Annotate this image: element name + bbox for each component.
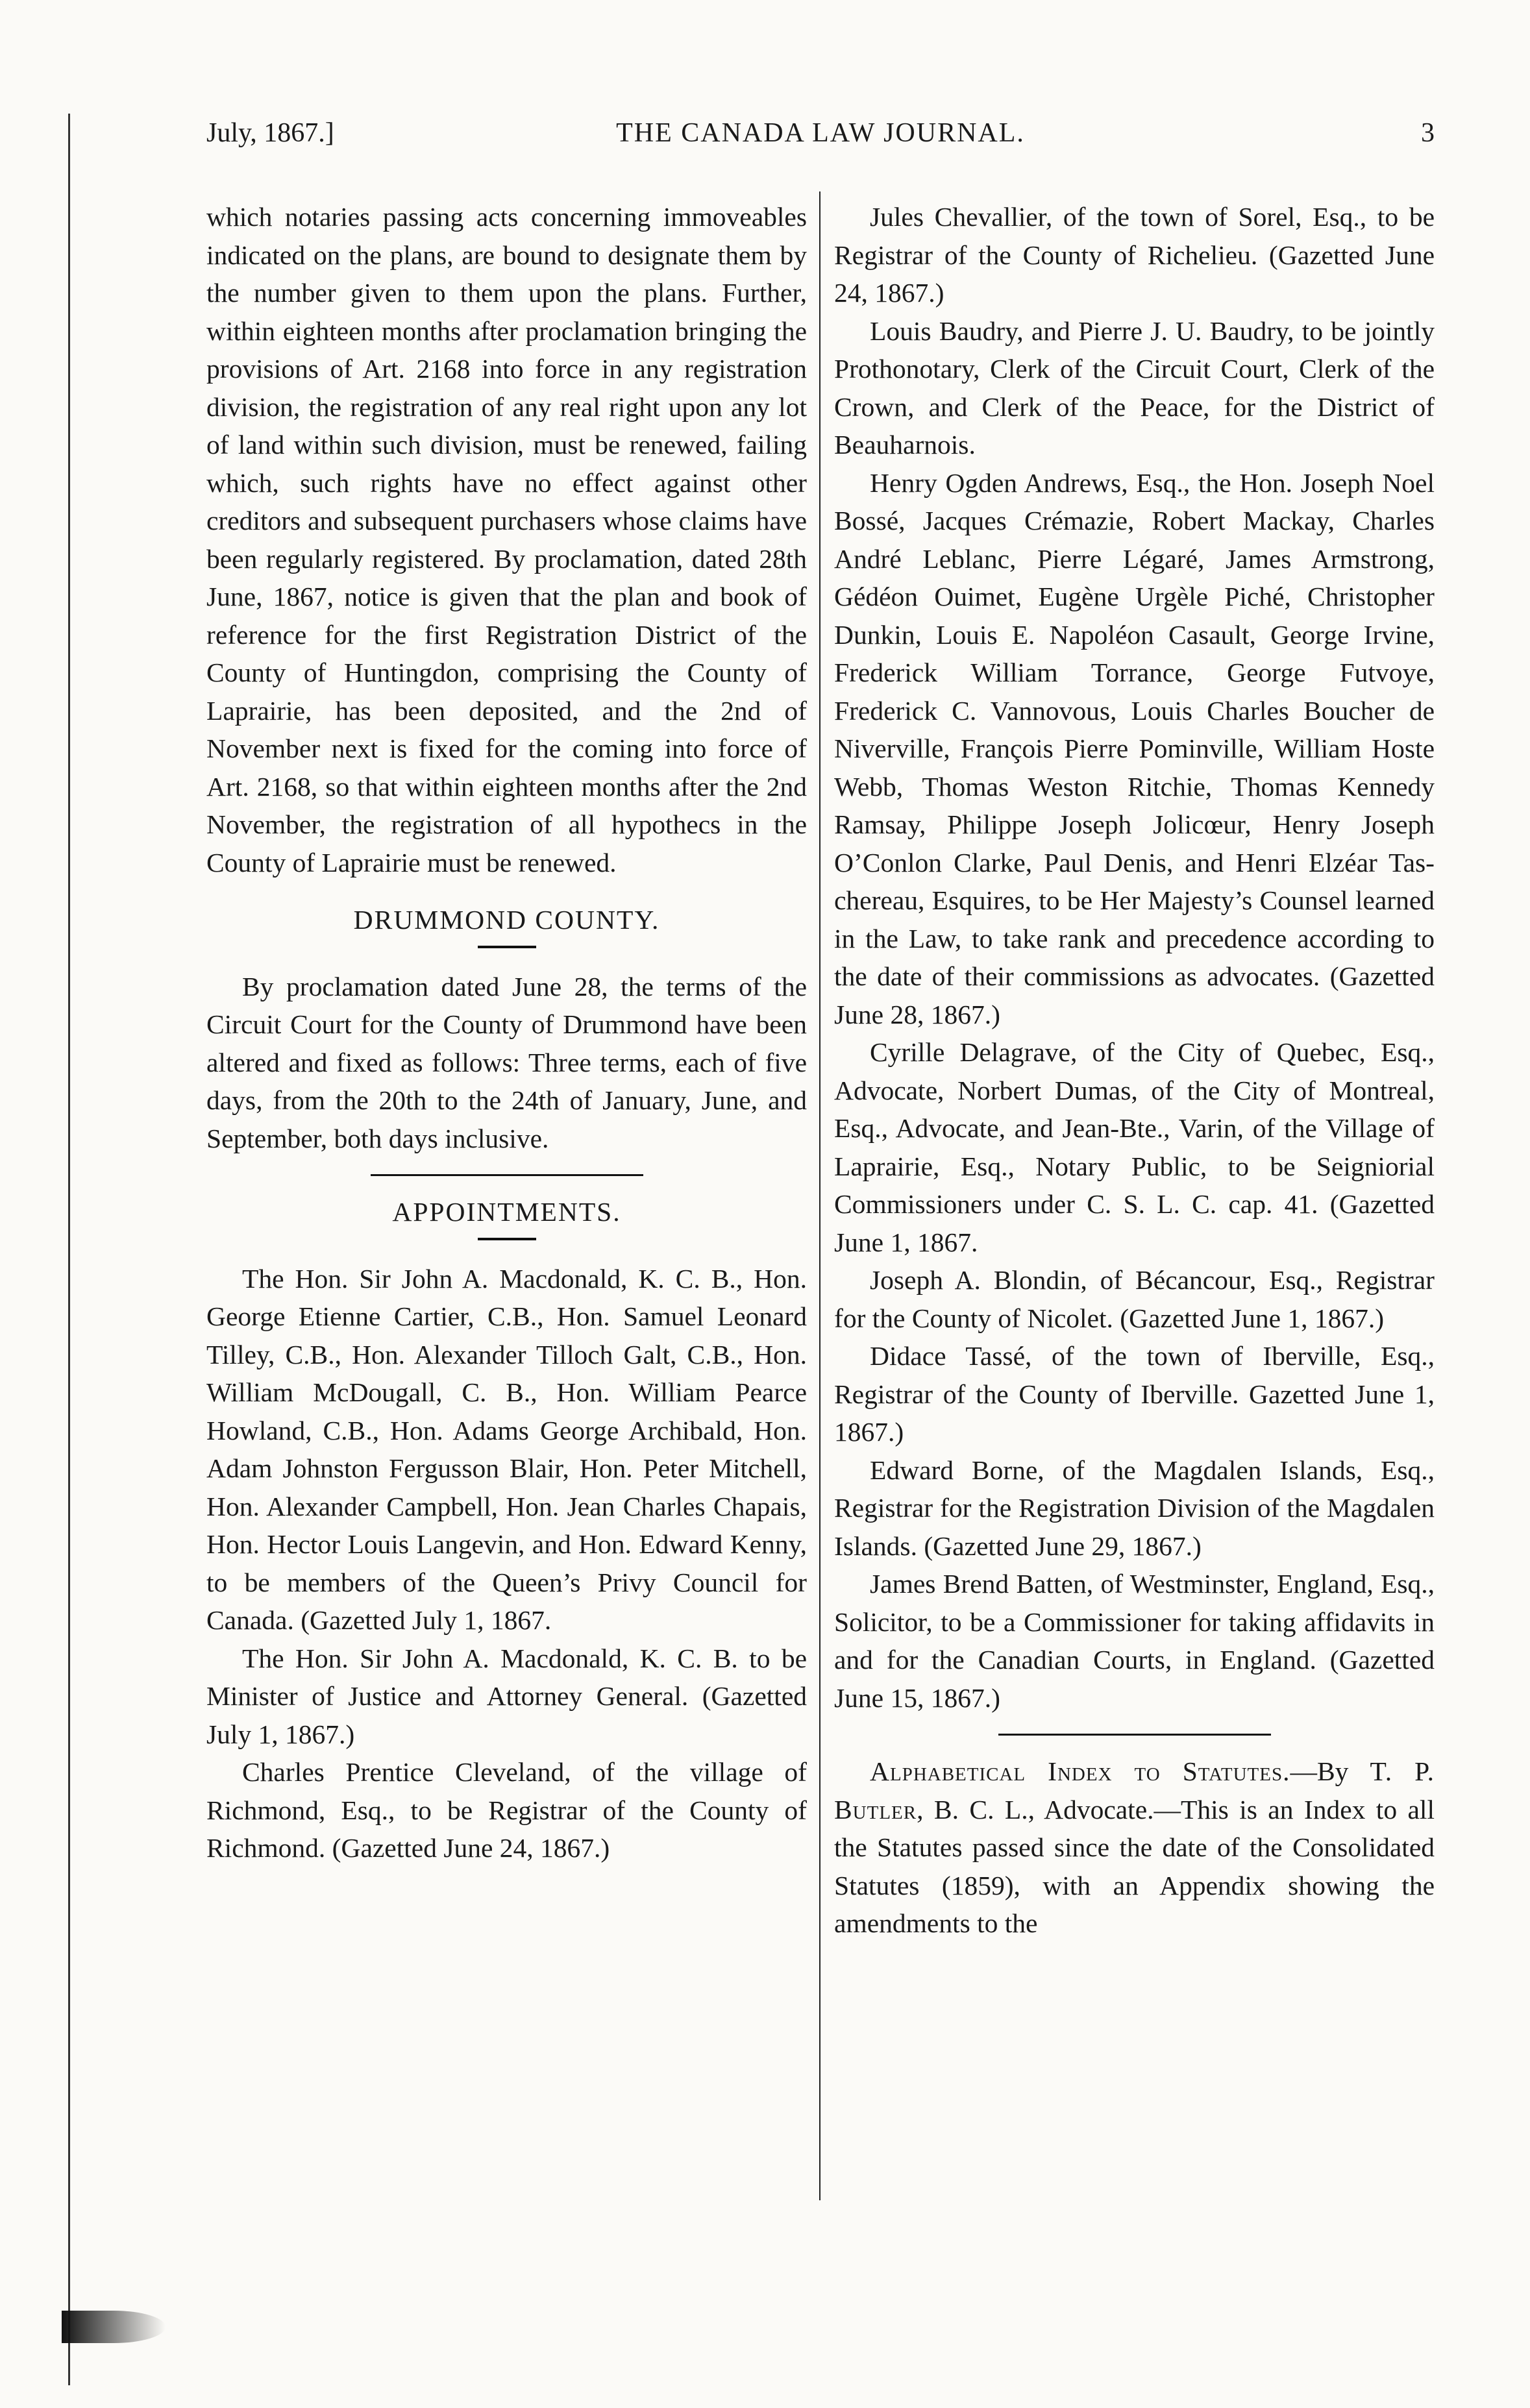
running-head: [206, 114, 1435, 153]
paragraph-minister-justice: The Hon. Sir John A. Macdonald, K. C. B. to be Minister of Justice and Attorney General. (Gazetted July 1, 1867.): [206, 1643, 807, 1749]
paragraph-statutes-index: [834, 1752, 1435, 1943]
paragraph-drummond: By proclamation dated June 28, the terms of the Circuit Court for the County of Drummond have been altered and fixed as follows: Three terms, each of five days, from the 20th to the 24th of January, June, and September, both days inclusive.: [206, 971, 807, 1153]
binding-smudge: [62, 2311, 166, 2343]
index-title: Alphabetical Index to Statutes.: [870, 1756, 1290, 1786]
paragraph-privy-council: The Hon. Sir John A. Macdonald, K. C. B., Hon. George Etienne Cartier, C.B., Hon. Samuel Leonard Tilley, C.B., Hon. Alexander Tilloch Galt, C.B., Hon. William McDougall, C. B., Hon. William Pearce Howland, C.B., Hon. Adams George Archibald, Hon. Adam Johnston Fergusson Blair, Hon. Peter Mitchell, Hon. Alexander Campbell, Hon. Jean Charles Chapais, Hon. Hector Louis Langevin, and Hon. Edward Kenny, to be members of the Queen’s Privy Council for Canada. (Gazetted July 1, 1867.: [206, 1263, 807, 1635]
heading-rule: [478, 946, 536, 948]
right-column: [834, 198, 1435, 1943]
paragraph-baudry: Louis Baudry, and Pierre J. U. Baudry, to be jointly Prothonotary, Clerk of the Circuit Court, Clerk of the Crown, and Clerk of the Peace, for the District of Beauharnois.: [834, 315, 1435, 460]
journal-title: THE CANADA LAW JOURNAL.: [616, 118, 1025, 148]
section-rule: [998, 1734, 1271, 1736]
paragraph-queens-counsel: Henry Ogden Andrews, Esq., the Hon. Joseph Noel Bossé, Jacques Crémazie, Robert Mackay, Charles André Leblanc, Pierre Légaré, James Armstrong, Gédéon Ouimet, Eugène Urgèle Piché, Christopher Dunkin, Louis E. Napoléon Casault, George Irvine, Frederick William Torrance, George Futvoye, Frederick C. Vannovous, Louis Charles Boucher de Niverville, François Pierre Pominville, William Hoste Webb, Thomas Weston Ritchie, Thomas Kennedy Ramsay, Philippe Joseph Jolicœur, Henry Joseph O’Conlon Clarke, Paul Denis, and Henri Elzéar Taschereau, Esquires, to be Her Majesty’s Counsel learned in the Law, to take rank and precedence according to the date of their commissions as advocates. (Gazetted June 28, 1867.): [834, 467, 1435, 1029]
paragraph-delagrave: Cyrille Delagrave, of the City of Quebec, Esq., Advocate, Norbert Dumas, of the City of Montreal, Esq., Advocate, and Jean-Bte., Varin, of the Village of Laprairie, Esq., Notary Public, to be Seigniorial Commissioners under C. S. L. C. cap. 41. (Gazetted June 1, 1867.: [834, 1037, 1435, 1257]
page-number: 3: [1421, 118, 1435, 148]
paragraph-chevallier: Jules Chevallier, of the town of Sorel, Esq., to be Registrar of the County of Richelieu. (Gazetted June 24, 1867.): [834, 202, 1435, 308]
heading-drummond-county: DRUMMOND COUNTY.: [353, 905, 660, 935]
left-column: [206, 198, 807, 1867]
heading-appointments: APPOINTMENTS.: [392, 1197, 621, 1227]
paragraph-blondin: Joseph A. Blondin, of Bécancour, Esq., Registrar for the County of Nicolet. (Gazetted June 1, 1867.): [834, 1265, 1435, 1333]
index-dash: —By: [1290, 1756, 1370, 1786]
paragraph-borne: Edward Borne, of the Magdalen Islands, Esq., Registrar for the Registration Division of the Magdalen Islands. (Gazetted June 29, 1867.): [834, 1455, 1435, 1561]
paragraph-registration: which notaries passing acts concerning immoveables indicated on the plans, are bound to designate them by the number given to them upon the plans. Further, within eighteen months after proclamation bringing the provisions of Art. 2168 into force in any registration division, the registration of any real right upon any lot of land within such division, must be renewed, failing which, such rights have no effect against other creditors and subsequent purchasers whose claims have been regularly registered. By proclamation, dated 28th June, 1867, notice is given that the plan and book of reference for the first Registration District of the County of Huntingdon, comprising the County of Laprairie, has been deposited, and the 2nd of November next is fixed for the coming into force of Art. 2168, so that within eighteen months after the 2nd November, the registration of all hypothecs in the County of Laprairie must be renewed.: [206, 202, 807, 878]
heading-rule: [478, 1238, 536, 1240]
column-divider: [819, 191, 821, 2200]
index-body: , B. C. L., Advocate.—This is an Index to all the Statutes passed since the date of the Consolidated Statutes (1859), with an Appendix showing the amendments to the: [834, 1794, 1435, 1938]
paragraph-cleveland: Charles Prentice Cleveland, of the village of Richmond, Esq., to be Registrar of the County of Richmond. (Gazetted June 24, 1867.): [206, 1757, 807, 1863]
paragraph-batten: James Brend Batten, of Westminster, England, Esq., Solicitor, to be a Commissioner for taking affidavits in and for the Canadian Courts, in England. (Gazetted June 15, 1867.): [834, 1569, 1435, 1713]
section-rule: [371, 1174, 643, 1176]
binding-edge: [68, 114, 70, 2385]
running-head-date: July, 1867.]: [206, 118, 334, 148]
index-author: T. P. Butler: [834, 1756, 1435, 1824]
paragraph-tasse: Didace Tassé, of the town of Iberville, Esq., Registrar of the County of Iberville. Gazetted June 1, 1867.): [834, 1341, 1435, 1447]
